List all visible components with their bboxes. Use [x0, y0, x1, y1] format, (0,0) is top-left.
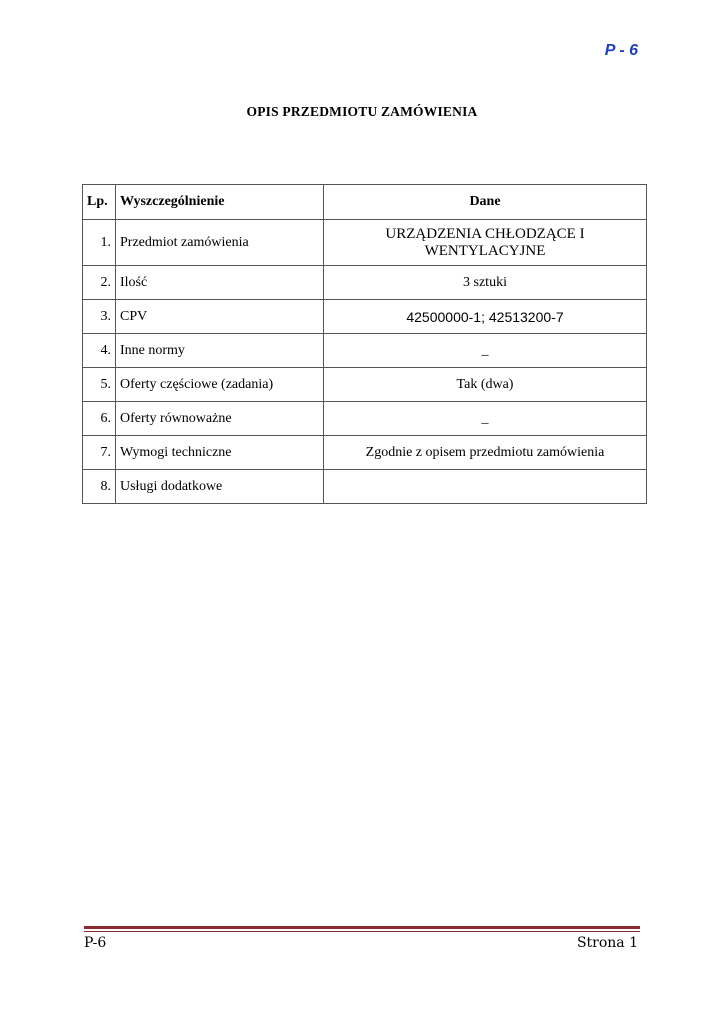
- row-lp: 1.: [83, 220, 116, 266]
- row-item: Usługi dodatkowe: [116, 470, 324, 504]
- document-code: P - 6: [604, 42, 638, 59]
- table-row: [83, 220, 647, 266]
- row-lp: 4.: [83, 334, 116, 368]
- footer-divider-thin: [84, 931, 640, 932]
- table-row: [83, 402, 647, 436]
- header-lp: Lp.: [83, 185, 116, 220]
- document-title: OPIS PRZEDMIOTU ZAMÓWIENIA: [246, 104, 478, 119]
- table-row: [83, 368, 647, 402]
- row-data: [324, 470, 647, 504]
- header-data: Dane: [324, 185, 647, 220]
- row-item: Oferty równoważne: [116, 402, 324, 436]
- row-data: 3 sztuki: [324, 266, 647, 300]
- row-item: Wymogi techniczne: [116, 436, 324, 470]
- row-data: URZĄDZENIA CHŁODZĄCE I WENTYLACYJNE: [324, 220, 647, 266]
- row-lp: 3.: [83, 300, 116, 334]
- table-row: [83, 334, 647, 368]
- row-lp: 6.: [83, 402, 116, 436]
- footer-code: P-6: [84, 935, 107, 951]
- row-data: Zgodnie z opisem przedmiotu zamówienia: [324, 436, 647, 470]
- row-lp: 5.: [83, 368, 116, 402]
- row-data: _: [324, 334, 647, 368]
- row-data: Tak (dwa): [324, 368, 647, 402]
- row-data: _: [324, 402, 647, 436]
- row-item: CPV: [116, 300, 324, 334]
- table-row: [83, 300, 647, 334]
- row-item: Oferty częściowe (zadania): [116, 368, 324, 402]
- table-header-row: [83, 185, 647, 220]
- footer-divider: [84, 926, 640, 929]
- specification-table: [82, 184, 647, 504]
- row-item: Inne normy: [116, 334, 324, 368]
- table-row: [83, 436, 647, 470]
- header-item: Wyszczególnienie: [116, 185, 324, 220]
- table-row: [83, 470, 647, 504]
- page-number: Strona 1: [576, 935, 638, 951]
- table-row: [83, 266, 647, 300]
- row-lp: 7.: [83, 436, 116, 470]
- row-lp: 8.: [83, 470, 116, 504]
- row-lp: 2.: [83, 266, 116, 300]
- row-item: Przedmiot zamówienia: [116, 220, 324, 266]
- row-item: Ilość: [116, 266, 324, 300]
- row-data: 42500000-1; 42513200-7: [324, 300, 647, 334]
